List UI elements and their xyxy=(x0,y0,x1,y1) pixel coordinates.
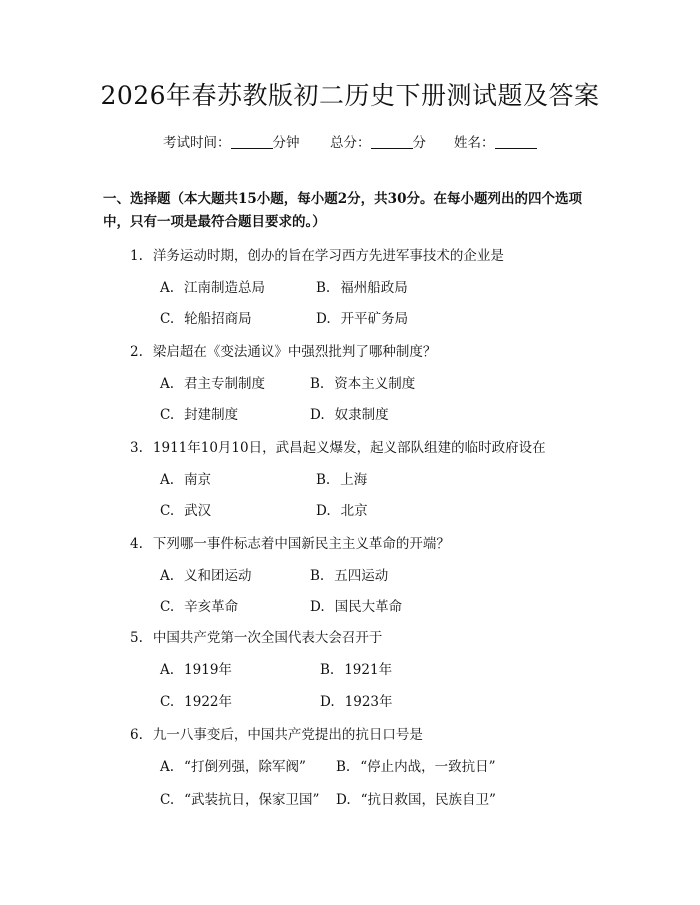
question-2 xyxy=(130,340,436,360)
question-3 xyxy=(130,436,546,456)
option-1a: A. 江南制造总局 xyxy=(160,280,266,296)
option-1b: B. 福州船政局 xyxy=(316,280,408,296)
student-name-field xyxy=(454,131,537,151)
option-5b: B. 1921年 xyxy=(320,662,393,678)
total-score-label: 总分： xyxy=(330,135,371,151)
option-2c: C. 封建制度 xyxy=(160,407,239,423)
option-1c: C. 轮船招商局 xyxy=(160,311,252,327)
question-number: 3. xyxy=(130,440,143,456)
section-heading: 一、选择题（本大题共15小题，每小题2分，共30分。在每小题列出的四个选项中，只有一项是最符合题目要求的。） xyxy=(103,191,582,230)
option-1d: D. 开平矿务局 xyxy=(316,311,409,327)
question-number: 6. xyxy=(130,727,143,743)
option-6b: B. “停止内战，一致抗日” xyxy=(336,759,496,775)
option-6a: A. “打倒列强，除军阀” xyxy=(160,759,306,775)
option-4c: C. 辛亥革命 xyxy=(160,599,239,615)
question-6 xyxy=(130,723,423,743)
option-3d: D. 北京 xyxy=(316,503,368,519)
option-6c: C. “武装抗日，保家卫国” xyxy=(160,792,320,808)
question-number: 5. xyxy=(130,630,143,646)
question-text: 梁启超在《变法通议》中强烈批判了哪种制度？ xyxy=(152,344,437,360)
total-score-unit: 分 xyxy=(412,135,426,151)
question-text: 下列哪一事件标志着中国新民主主义革命的开端？ xyxy=(152,536,450,552)
option-3b: B. 上海 xyxy=(316,472,368,488)
question-number: 4. xyxy=(130,536,143,552)
option-4d: D. 国民大革命 xyxy=(310,599,403,615)
question-1 xyxy=(130,244,504,264)
question-number: 2. xyxy=(130,344,143,360)
option-4a: A. 义和团运动 xyxy=(160,568,252,584)
option-2d: D. 奴隶制度 xyxy=(310,407,389,423)
student-name-blank xyxy=(495,134,537,149)
total-score-field xyxy=(330,131,426,151)
page-title: 2026年春苏教版初二历史下册测试题及答案 xyxy=(100,81,600,110)
question-text: 洋务运动时期，创办的旨在学习西方先进军事技术的企业是 xyxy=(152,248,504,264)
question-4 xyxy=(130,532,450,552)
question-text: 九一八事变后，中国共产党提出的抗日口号是 xyxy=(152,727,423,743)
option-2b: B. 资本主义制度 xyxy=(310,376,416,392)
exam-time-blank xyxy=(231,134,273,149)
question-text: 中国共产党第一次全国代表大会召开于 xyxy=(152,630,383,646)
question-number: 1. xyxy=(130,248,143,264)
option-5c: C. 1922年 xyxy=(160,694,232,710)
option-5d: D. 1923年 xyxy=(320,694,393,710)
total-score-blank xyxy=(371,134,413,149)
student-name-label: 姓名： xyxy=(454,135,495,151)
exam-time-field xyxy=(163,131,300,151)
exam-time-label: 考试时间： xyxy=(163,135,231,151)
question-5 xyxy=(130,626,382,646)
option-3a: A. 南京 xyxy=(160,472,212,488)
option-2a: A. 君主专制制度 xyxy=(160,376,266,392)
question-text: 1911年10月10日，武昌起义爆发，起义部队组建的临时政府设在 xyxy=(152,440,546,456)
exam-time-unit: 分钟 xyxy=(272,135,300,151)
option-5a: A. 1919年 xyxy=(160,662,232,678)
option-4b: B. 五四运动 xyxy=(310,568,389,584)
option-3c: C. 武汉 xyxy=(160,503,212,519)
option-6d: D. “抗日救国，民族自卫” xyxy=(336,792,496,808)
